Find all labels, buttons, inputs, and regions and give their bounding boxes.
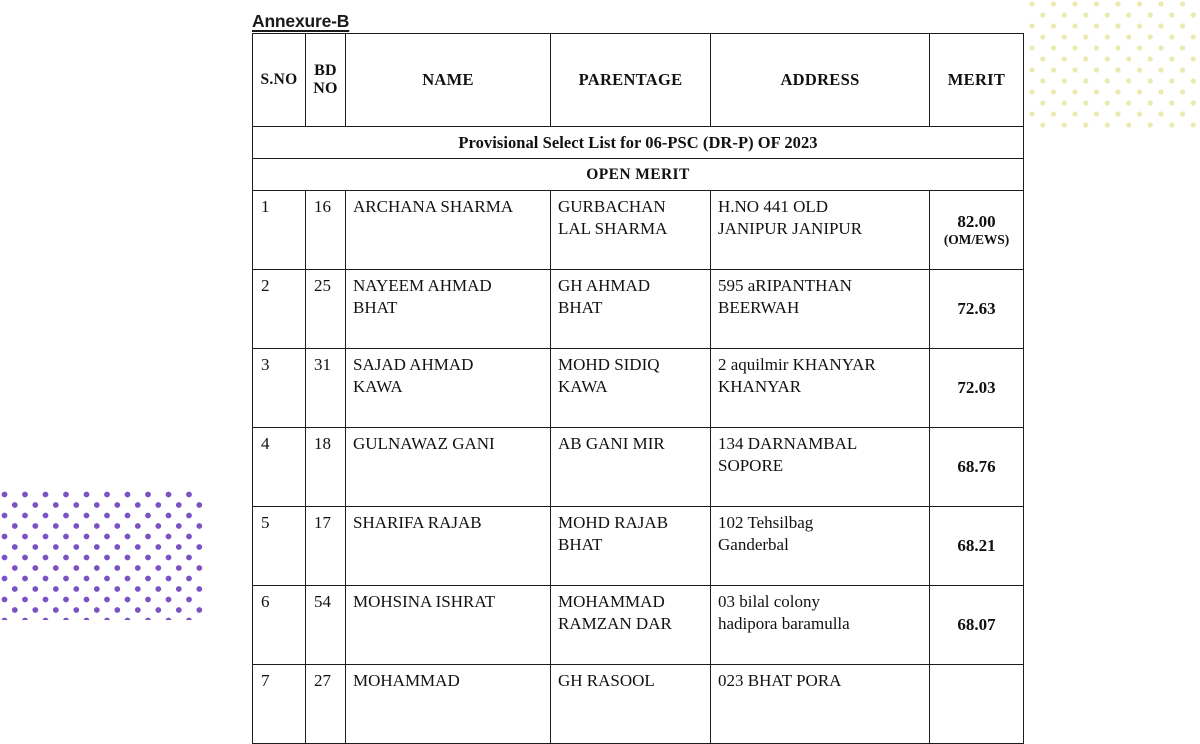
provisional-select-list-table xyxy=(252,33,1024,744)
cell-address xyxy=(711,191,930,270)
address-line: H.NO 441 OLD xyxy=(718,197,829,216)
cell-sno: 1 xyxy=(253,191,306,270)
cell-sno: 6 xyxy=(253,586,306,665)
parentage-line: MOHD SIDIQ xyxy=(558,355,660,374)
cell-name xyxy=(346,665,551,744)
cell-address xyxy=(711,507,930,586)
cell-parentage xyxy=(551,428,711,507)
cell-parentage xyxy=(551,191,711,270)
cell-bdno: 27 xyxy=(306,665,346,744)
cell-name xyxy=(346,428,551,507)
name-line: NAYEEM AHMAD xyxy=(353,276,492,295)
column-header-address: ADDRESS xyxy=(711,34,930,127)
cell-bdno: 54 xyxy=(306,586,346,665)
table-row xyxy=(253,428,1024,507)
cell-merit xyxy=(930,586,1024,665)
parentage-line: RAMZAN DAR xyxy=(558,613,672,633)
parentage-line: GURBACHAN xyxy=(558,197,666,216)
column-header-bdno xyxy=(306,34,346,127)
address-line: BEERWAH xyxy=(718,297,800,317)
name-line: ARCHANA SHARMA xyxy=(353,197,514,216)
cell-bdno: 18 xyxy=(306,428,346,507)
cell-name xyxy=(346,270,551,349)
parentage-line: BHAT xyxy=(558,297,603,317)
address-line: 134 DARNAMBAL xyxy=(718,434,858,453)
address-line: Ganderbal xyxy=(718,534,789,554)
cell-merit xyxy=(930,270,1024,349)
address-line: 03 bilal colony xyxy=(718,592,820,611)
cell-address xyxy=(711,349,930,428)
list-title-row xyxy=(253,127,1024,159)
cell-sno: 7 xyxy=(253,665,306,744)
name-line: MOHSINA ISHRAT xyxy=(353,592,496,611)
cell-merit xyxy=(930,349,1024,428)
category-text: OPEN MERIT xyxy=(253,159,1024,191)
merit-value: 82.00 xyxy=(957,212,996,232)
merit-value: 68.21 xyxy=(957,536,996,556)
cell-address xyxy=(711,586,930,665)
merit-value: 68.76 xyxy=(957,457,996,477)
table-row xyxy=(253,665,1024,744)
list-title-text: Provisional Select List for 06-PSC (DR-P) OF 2023 xyxy=(253,127,1024,159)
name-line: BHAT xyxy=(353,297,398,317)
cell-sno: 2 xyxy=(253,270,306,349)
address-line: 2 aquilmir KHANYAR xyxy=(718,355,876,374)
cell-parentage xyxy=(551,665,711,744)
cell-bdno: 25 xyxy=(306,270,346,349)
parentage-line: MOHD RAJAB xyxy=(558,513,669,532)
annexure-heading: Annexure-B xyxy=(252,11,350,31)
cell-bdno: 16 xyxy=(306,191,346,270)
cell-parentage xyxy=(551,507,711,586)
address-line: hadipora baramulla xyxy=(718,613,850,633)
cell-bdno: 17 xyxy=(306,507,346,586)
parentage-line: AB GANI MIR xyxy=(558,434,665,453)
cell-address xyxy=(711,270,930,349)
column-header-bdno-line2: NO xyxy=(313,80,338,97)
decorative-dot-pattern-top-right xyxy=(1028,0,1200,132)
cell-bdno: 31 xyxy=(306,349,346,428)
table-row xyxy=(253,586,1024,665)
cell-address xyxy=(711,428,930,507)
address-line: SOPORE xyxy=(718,455,784,475)
merit-value: 68.07 xyxy=(957,615,996,635)
column-header-bdno-line1: BD xyxy=(314,62,337,80)
cell-name xyxy=(346,191,551,270)
parentage-line: KAWA xyxy=(558,376,608,396)
address-line: JANIPUR JANIPUR xyxy=(718,218,863,238)
column-header-merit: MERIT xyxy=(930,34,1024,127)
merit-value: 72.63 xyxy=(957,299,996,319)
parentage-line: BHAT xyxy=(558,534,603,554)
category-row xyxy=(253,159,1024,191)
cell-address xyxy=(711,665,930,744)
parentage-line: MOHAMMAD xyxy=(558,592,665,611)
name-line: KAWA xyxy=(353,376,403,396)
table-row xyxy=(253,191,1024,270)
cell-parentage xyxy=(551,270,711,349)
table-row xyxy=(253,349,1024,428)
cell-name xyxy=(346,586,551,665)
name-line: MOHAMMAD xyxy=(353,671,460,690)
cell-parentage xyxy=(551,586,711,665)
address-line: 023 BHAT PORA xyxy=(718,671,842,690)
table-row xyxy=(253,507,1024,586)
column-header-name: NAME xyxy=(346,34,551,127)
cell-name xyxy=(346,349,551,428)
address-line: 102 Tehsilbag xyxy=(718,513,814,532)
parentage-line: GH AHMAD xyxy=(558,276,651,295)
table-row xyxy=(253,270,1024,349)
cell-parentage xyxy=(551,349,711,428)
cell-merit xyxy=(930,428,1024,507)
column-header-sno: S.NO xyxy=(253,34,306,127)
cell-name xyxy=(346,507,551,586)
name-line: SHARIFA RAJAB xyxy=(353,513,482,532)
cell-sno: 4 xyxy=(253,428,306,507)
table-header-row xyxy=(253,34,1024,127)
cell-merit xyxy=(930,665,1024,744)
address-line: KHANYAR xyxy=(718,376,802,396)
name-line: GULNAWAZ GANI xyxy=(353,434,495,453)
cell-sno: 3 xyxy=(253,349,306,428)
merit-category-note: (OM/EWS) xyxy=(943,232,1010,248)
column-header-parentage: PARENTAGE xyxy=(551,34,711,127)
parentage-line: GH RASOOL xyxy=(558,671,655,690)
parentage-line: LAL SHARMA xyxy=(558,218,668,238)
decorative-dot-pattern-bottom-left xyxy=(0,490,205,620)
merit-value: 72.03 xyxy=(957,378,996,398)
cell-merit xyxy=(930,507,1024,586)
address-line: 595 aRIPANTHAN xyxy=(718,276,852,295)
name-line: SAJAD AHMAD xyxy=(353,355,474,374)
cell-sno: 5 xyxy=(253,507,306,586)
cell-merit xyxy=(930,191,1024,270)
